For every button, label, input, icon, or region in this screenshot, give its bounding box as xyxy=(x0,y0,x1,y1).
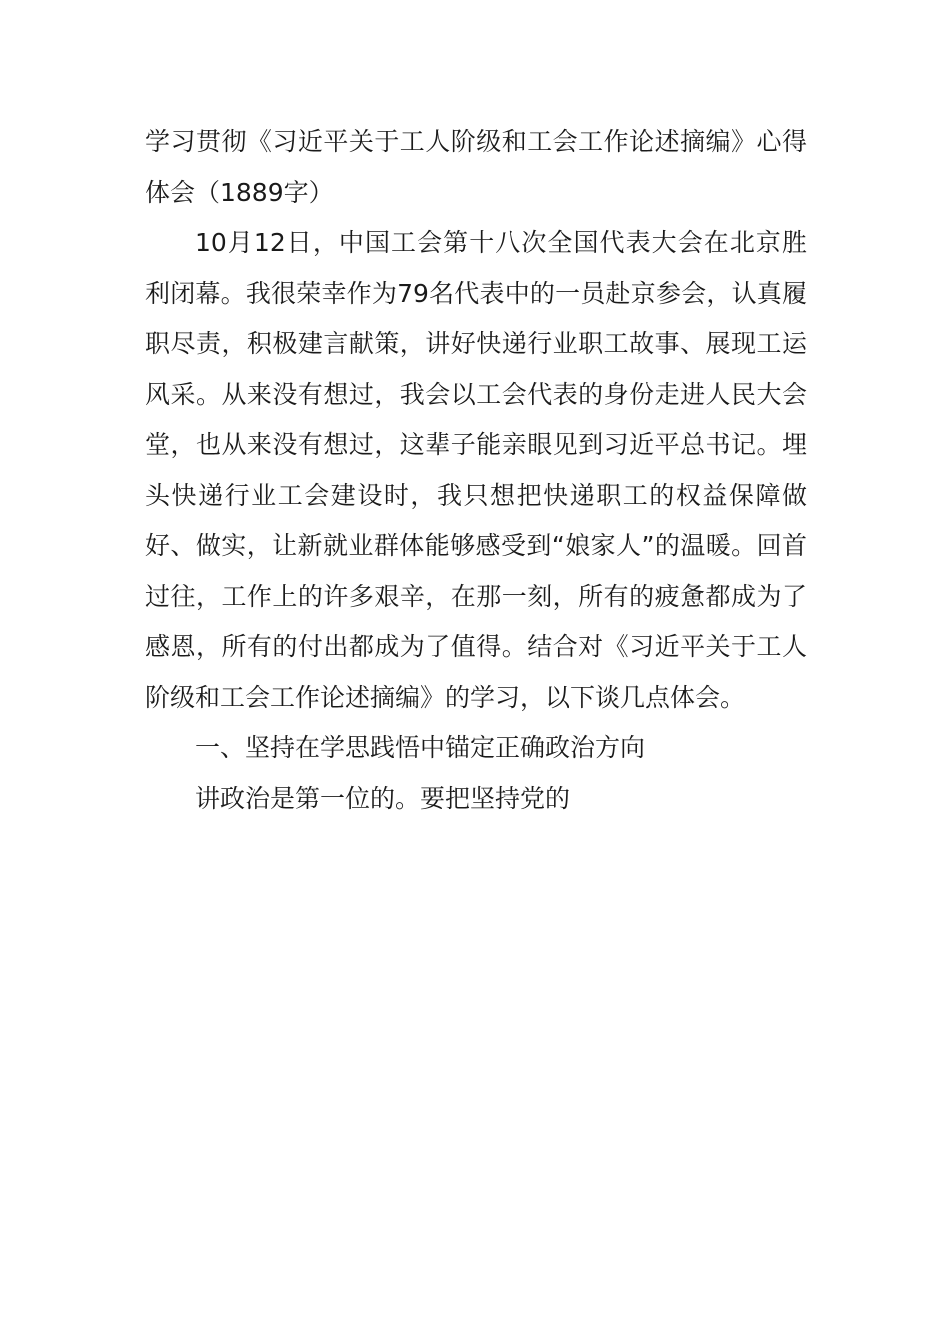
document-body xyxy=(145,117,807,824)
document-title: 学习贯彻《习近平关于工人阶级和工会工作论述摘编》心得体会（1889字） xyxy=(145,127,807,207)
paragraph-intro: 10月12日，中国工会第十八次全国代表大会在北京胜利闭幕。我很荣幸作为79名代表中的一员赴京参会，认真履职尽责，积极建言献策，讲好快递行业职工故事、展现工运风采。从来没有想过，我会以工会代表的身份走进人民大会堂，也从来没有想过，这辈子能亲眼见到习近平总书记。埋头快递行业工会建设时，我只想把快递职工的权益保障做好、做实，让新就业群体能够感受到“娘家人”的温暖。回首过往，工作上的许多艰辛，在那一刻，所有的疲惫都成为了感恩，所有的付出都成为了值得。结合对《习近平关于工人阶级和工会工作论述摘编》的学习，以下谈几点体会。 xyxy=(145,228,807,712)
paragraph-section-1: 讲政治是第一位的。要把坚持党的 xyxy=(195,783,571,813)
section-heading-1: 一、坚持在学思践悟中锚定正确政治方向 xyxy=(195,733,646,762)
